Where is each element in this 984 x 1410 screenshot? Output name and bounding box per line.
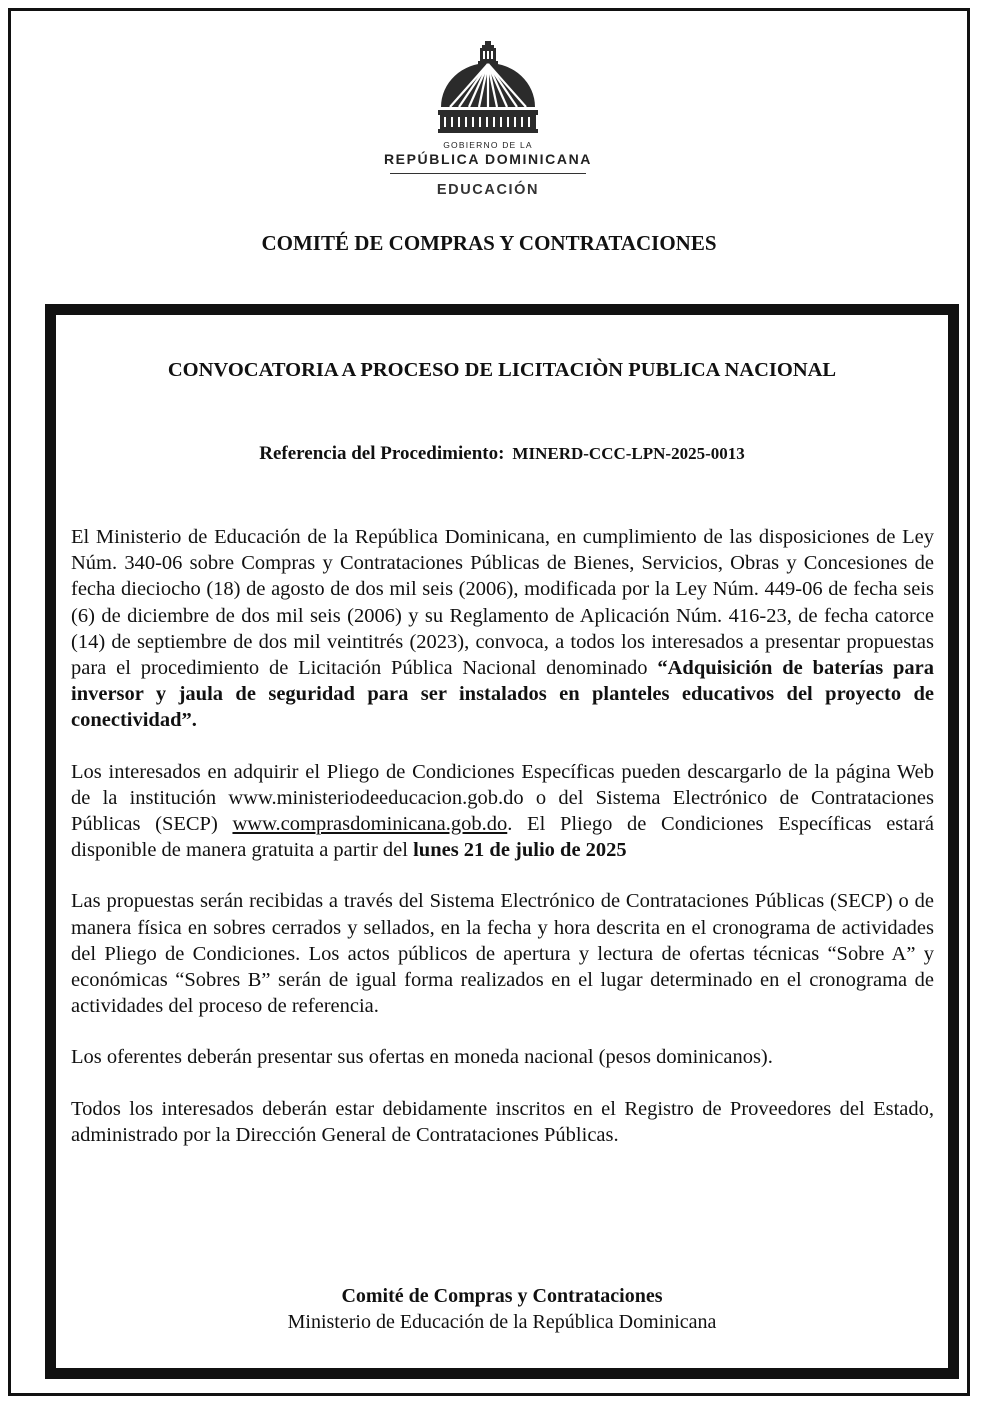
logo-country-text: REPÚBLICA DOMINICANA bbox=[383, 151, 593, 167]
paragraph-intro bbox=[71, 524, 934, 734]
reference-label: Referencia del Procedimiento: bbox=[259, 443, 505, 464]
capitol-dome-icon bbox=[438, 41, 538, 139]
logo-department-text: EDUCACIÓN bbox=[436, 182, 540, 198]
paragraph-download bbox=[71, 759, 934, 864]
procedure-name: “Adquisición de baterías para inversor y jaula de seguridad para ser instalados en planteles educativos del proyecto de conectividad”. bbox=[71, 657, 935, 732]
paragraph-intro-text: El Ministerio de Educación de la República Dominicana, en cumplimiento de las disposiciones de Ley Núm. 340-06 sobre Compras y Contrataciones Públicas de Bienes, Servicios, Obras y Concesiones de fecha dieciocho (18) de agosto de dos mil seis (2006), modificada por la Ley Núm. 449-06 de fecha seis (6) de diciembre de dos mil seis (2006) y su Reglamento de Aplicación Núm. 416-23, de fecha catorce (14) de septiembre de dos mil veintitrés (2023), convoca, a todos los interesados a presentar propuestas para el procedimiento de Licitación Pública Nacional denominado bbox=[71, 526, 934, 680]
ministry-logo bbox=[375, 41, 601, 211]
paragraph-download-text-cont: . El Pliego de Condiciones Específicas estará disponible de manera gratuita a partir del bbox=[71, 813, 934, 862]
signature-ministry: Ministerio de Educación de la República Dominicana bbox=[287, 1311, 717, 1333]
availability-date: lunes 21 de julio de 2025 bbox=[413, 839, 627, 862]
paragraph-registry: Todos los interesados deberán estar debidamente inscritos en el Registro de Proveedores del Estado, administrado por la Dirección General de Contrataciones Públicas. bbox=[71, 1097, 934, 1146]
notice-body bbox=[71, 524, 934, 1173]
notice-box bbox=[45, 304, 959, 1379]
notice-page bbox=[8, 8, 970, 1396]
secp-link[interactable]: www.comprasdominicana.gob.do bbox=[232, 813, 508, 836]
paragraph-download-text: Los interesados en adquirir el Pliego de Condiciones Específicas pueden descargarlo de la página Web de la institución www.ministeriodeeducacion.gob.do o del Sistema Electrónico de Contrataciones Públicas (SECP) bbox=[71, 760, 934, 836]
logo-divider bbox=[390, 173, 586, 174]
logo-government-text: GOBIERNO DE LA bbox=[443, 140, 533, 150]
signature-committee: Comité de Compras y Contrataciones bbox=[341, 1285, 663, 1307]
paragraph-proposals: Las propuestas serán recibidas a través del Sistema Electrónico de Contrataciones Públicas (SECP) o de manera física en sobres cerrados y sellados, en la fecha y hora descrita en el cronograma de actividades del Pliego de Condiciones. Los actos públicos de apertura y lectura de ofertas técnicas “Sobre A” y económicas “Sobres B” serán de igual forma realizados en el lugar determinado en el cronograma de actividades del proceso de referencia. bbox=[71, 890, 934, 1018]
procedure-reference bbox=[56, 443, 948, 465]
signature-block bbox=[56, 1283, 948, 1335]
reference-code: MINERD-CCC-LPN-2025-0013 bbox=[512, 444, 745, 463]
committee-header: COMITÉ DE COMPRAS Y CONTRATACIONES bbox=[261, 231, 717, 255]
notice-title: CONVOCATORIA A PROCESO DE LICITACIÒN PUBLICA NACIONAL bbox=[167, 359, 837, 381]
paragraph-currency: Los oferentes deberán presentar sus ofertas en moneda nacional (pesos dominicanos). bbox=[71, 1046, 773, 1069]
